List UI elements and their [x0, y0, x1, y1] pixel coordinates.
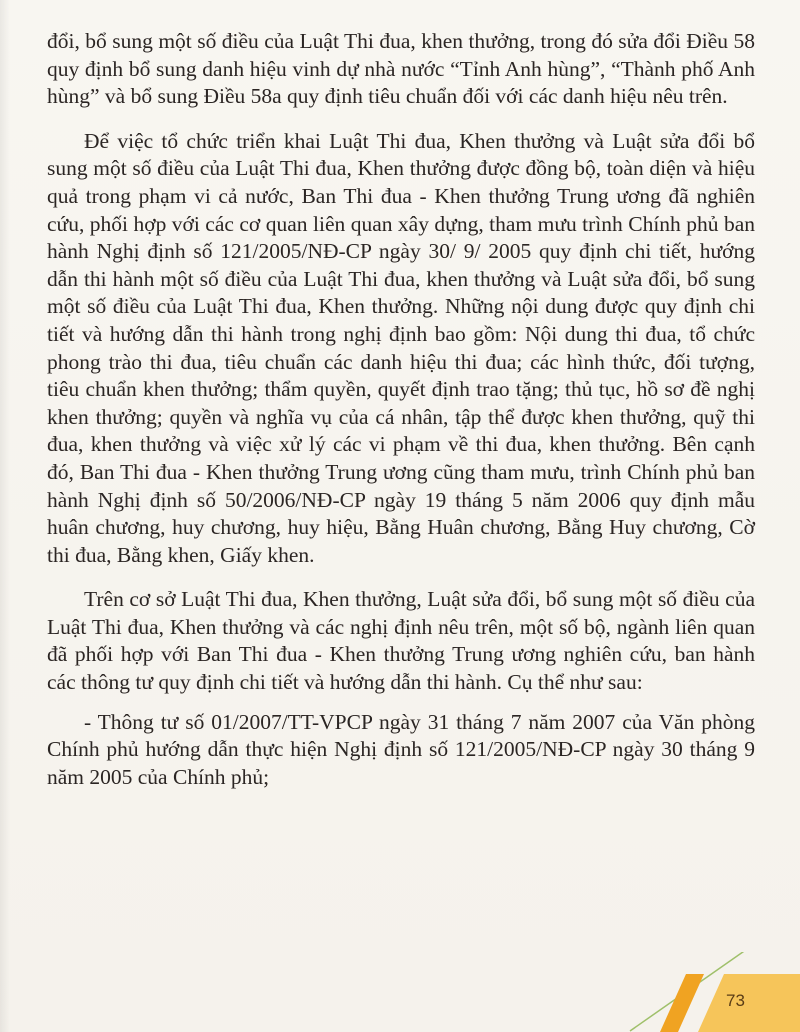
paragraph-circular-item: - Thông tư số 01/2007/TT-VPCP ngày 31 tháng 7 năm 2007 của Văn phòng Chính phủ hướng dẫn thực hiện Nghị định số 121/2005/NĐ-CP ngày 30 tháng 9 năm 2005 của Chính phủ;: [47, 709, 755, 789]
paragraph-continuation: đổi, bổ sung một số điều của Luật Thi đua, khen thưởng, trong đó sửa đổi Điều 58 quy định bổ sung danh hiệu vinh dự nhà nước “Tỉnh Anh hùng”, “Thành phố Anh hùng” và bổ sung Điều 58a quy định tiêu chuẩn đối với các danh hiệu nêu trên.: [47, 29, 755, 109]
page-gutter-shadow: [0, 0, 10, 1032]
paragraph-circulars-intro: Trên cơ sở Luật Thi đua, Khen thưởng, Luật sửa đổi, bổ sung một số điều của Luật Thi đua, Khen thưởng và các nghị định nêu trên, một số bộ, ngành liên quan đã phối hợp với Ban Thi đua - Khen thưởng Trung ương nghiên cứu, ban hành các thông tư quy định chi tiết và hướng dẫn thi hành. Cụ thể như sau:: [47, 587, 755, 695]
body-text: [47, 28, 755, 791]
orange-stripe: [660, 974, 704, 1032]
paragraph-implementation: Để việc tổ chức triển khai Luật Thi đua, Khen thưởng và Luật sửa đổi bổ sung một số điều của Luật Thi đua, Khen thưởng được đồng bộ, toàn diện và hiệu quả trong phạm vi cả nước, Ban Thi đua - Khen thưởng Trung ương đã nghiên cứu, phối hợp với các cơ quan liên quan xây dựng, tham mưu trình Chính phủ ban hành Nghị định số 121/2005/NĐ-CP ngày 30/ 9/ 2005 quy định chi tiết, hướng dẫn thi hành một số điều của Luật Thi đua, khen thưởng và Luật sửa đổi, bổ sung một số điều của Luật Thi đua, Khen thưởng. Những nội dung được quy định chi tiết và hướng dẫn thi hành trong nghị định bao gồm: Nội dung thi đua, tổ chức phong trào thi đua, tiêu chuẩn các danh hiệu thi đua; các hình thức, đối tượng, tiêu chuẩn khen thưởng; thẩm quyền, quyết định trao tặng; thủ tục, hồ sơ đề nghị khen thưởng; quyền và nghĩa vụ của cá nhân, tập thể được khen thưởng, quỹ thi đua, khen thưởng và việc xử lý các vi phạm về thi đua, khen thưởng. Bên cạnh đó, Ban Thi đua - Khen thưởng Trung ương cũng tham mưu, trình Chính phủ ban hành Nghị định số 50/2006/NĐ-CP ngày 19 tháng 5 năm 2006 quy định mẫu huân chương, huy chương, huy hiệu, Bằng Huân chương, Bằng Huy chương, Cờ thi đua, Bằng khen, Giấy khen.: [47, 128, 755, 567]
page-number: 73: [726, 991, 745, 1010]
page-corner-decoration: [620, 952, 800, 1032]
page-number-tab: [698, 974, 800, 1032]
